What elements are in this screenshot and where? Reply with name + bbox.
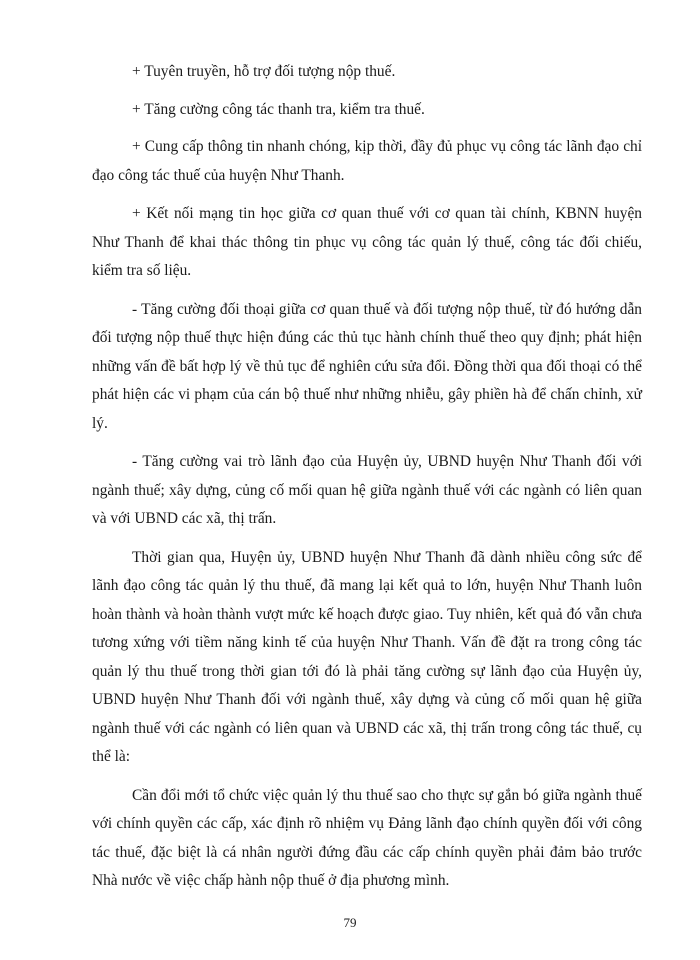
paragraph-past-time: Thời gian qua, Huyện ủy, UBND huyện Như Thanh đã dành nhiều công sức để lãnh đạo công tác quản lý thu thuế, đã mang lại kết quả to lớn, huyện Như Thanh luôn hoàn thành và hoàn thành vượt mức kế hoạch được giao. Tuy nhiên, kết quả đó vẫn chưa tương xứng với tiềm năng kinh tế của huyện Như Thanh. Vấn đề đặt ra trong công tác quản lý thu thuế trong thời gian tới đó là phải tăng cường sự lãnh đạo của Huyện ủy, UBND huyện Như Thanh đối với ngành thuế, xây dựng và củng cố mối quan hệ giữa ngành thuế với các ngành có liên quan và UBND các xã, thị trấn trong công tác thuế, cụ thể là: (92, 548, 642, 765)
paragraph-renewal: Cần đổi mới tổ chức việc quản lý thu thuế sao cho thực sự gắn bó giữa ngành thuế với chính quyền các cấp, xác định rõ nhiệm vụ Đảng lãnh đạo chính quyền đối với công tác thuế, đặc biệt là cá nhân người đứng đầu các cấp chính quyền phải đảm bảo trước Nhà nước về việc chấp hành nộp thuế ở địa phương mình. (92, 786, 642, 889)
dash-leadership: - Tăng cường vai trò lãnh đạo của Huyện ủy, UBND huyện Như Thanh đối với ngành thuế; xây dựng, củng cố mối quan hệ giữa ngành thuế với các ngành có liên quan và với UBND các xã, thị trấn. (92, 453, 642, 527)
bullet-propaganda: + Tuyên truyền, hỗ trợ đối tượng nộp thuế. (132, 63, 396, 80)
page-number: 79 (343, 915, 357, 930)
bullet-inspection: + Tăng cường công tác thanh tra, kiểm tra thuế. (132, 100, 425, 118)
dash-dialogue: - Tăng cường đối thoại giữa cơ quan thuế và đối tượng nộp thuế, từ đó hướng dẫn đối tượng nộp thuế thực hiện đúng các thủ tục hành chính thuế theo quy định; phát hiện những vấn đề bất hợp lý về thủ tục để nghiên cứu sửa đổi. Đồng thời qua đối thoại có thể phát hiện các vi phạm của cán bộ thuế như những nhiễu, gây phiền hà để chấn chỉnh, xử lý. (92, 300, 642, 432)
bullet-network: + Kết nối mạng tin học giữa cơ quan thuế với cơ quan tài chính, KBNN huyện Như Thanh để khai thác thông tin phục vụ công tác quản lý thuế, công tác đối chiếu, kiểm tra số liệu. (92, 205, 642, 279)
bullet-information: + Cung cấp thông tin nhanh chóng, kịp thời, đầy đủ phục vụ công tác lãnh đạo chỉ đạo công tác thuế của huyện Như Thanh. (92, 138, 642, 184)
